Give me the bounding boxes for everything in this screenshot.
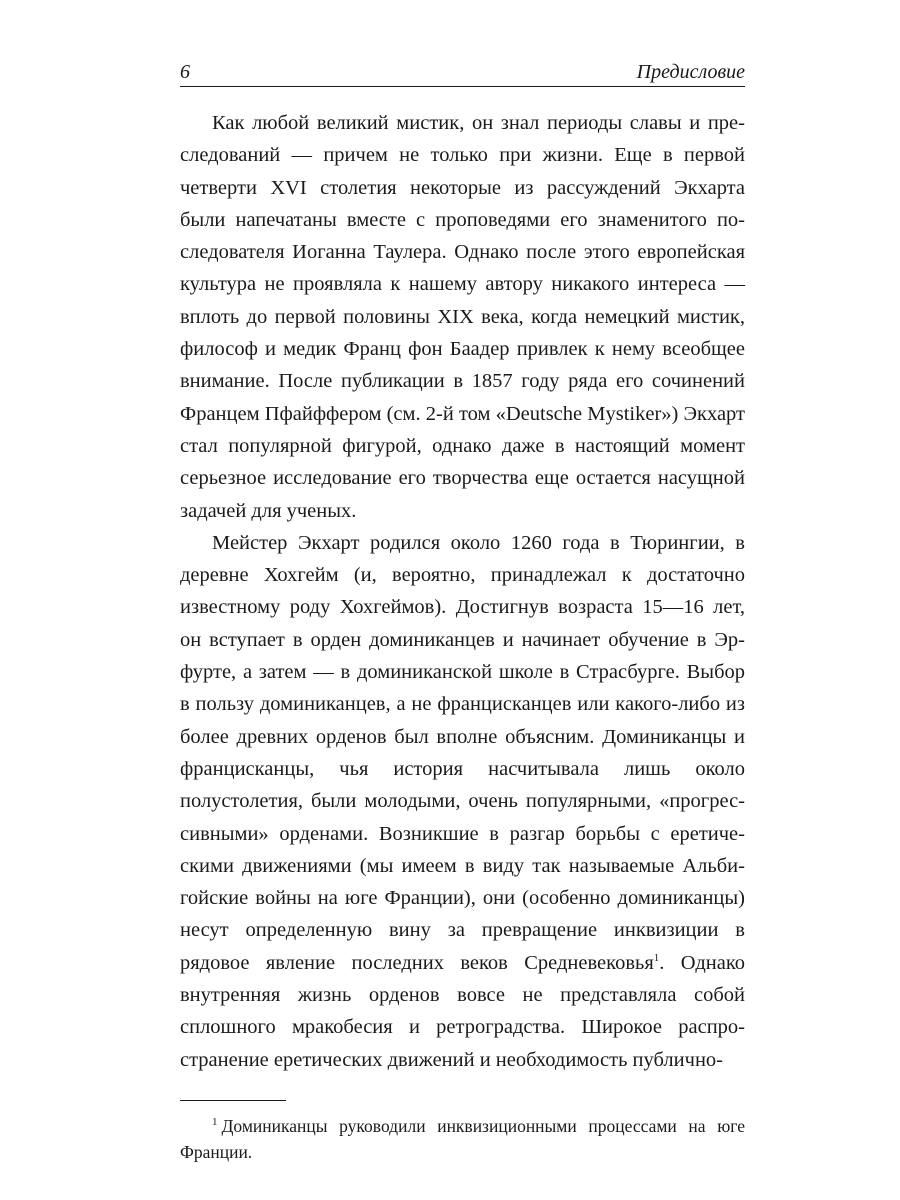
footnote-text: Доминиканцы руководили инквизиционными процессами на юге Франции.: [180, 1115, 745, 1162]
section-title: Предисловие: [636, 61, 745, 83]
main-text: [180, 107, 745, 1076]
page-number: 6: [180, 61, 190, 83]
footnote-number: 1: [212, 1116, 218, 1129]
paragraph-text-continued: . Однако внутренняя жизнь орденов вовсе не представляла собой сплошного мракобесия и ретроградства. Широкое распространение еретических движений и необходимость публично-: [180, 951, 746, 1071]
paragraph-text: Мейстер Экхарт родился около 1260 года в Тюрингии, в деревне Хохгейм (и, вероятно, принадлежал к достаточно известному роду Хохгеймов). Достигнув возраста 15—16 лет, он вступает в орден доминиканцев и начинает обучение в Эрфурте, а затем — в доминиканской школе в Страсбурге. Выбор в пользу доминиканцев, а не францисканцев или какого-либо из более древних орденов был вполне объясним. Доминиканцы и францисканцы, чья история насчитывала лишь около полустолетия, были молодыми, очень популярными, «прогрессивными» орденами. Возникшие в разгар борьбы с еретическими движениями (мы имеем в виду так называемые Альбигойские войны на юге Франции), они (особенно доминиканцы) несут определенную вину за превращение инквизиции в рядовое явление последних веков Средневековья: [180, 531, 745, 974]
book-page: [180, 58, 745, 1165]
footnote: [180, 1113, 745, 1165]
paragraph: Как любой великий мистик, он знал периоды славы и преследований — причем не только при жизни. Еще в первой четверти XVI столетия некоторые из рассуждений Экхарта были напечатаны вместе с проповедями его знаменитого последователя Иоганна Таулера. Однако после этого европейская культура не проявляла к нашему автору никакого интереса — вплоть до первой половины XIX века, когда немецкий мистик, философ и медик Франц фон Баадер привлек к нему всеобщее внимание. После публикации в 1857 году ряда его сочинений Францем Пфайффером (см. 2-й том «Deutsche Mystiker») Экхарт стал популярной фигурой, однако даже в настоящий момент серьезное исследование его творчества еще остается насущной задачей для ученых.: [180, 112, 745, 522]
paragraph: [180, 527, 745, 1076]
running-header: [180, 58, 745, 87]
footnote-reference: 1: [653, 951, 660, 964]
footnote-divider: [180, 1100, 286, 1101]
